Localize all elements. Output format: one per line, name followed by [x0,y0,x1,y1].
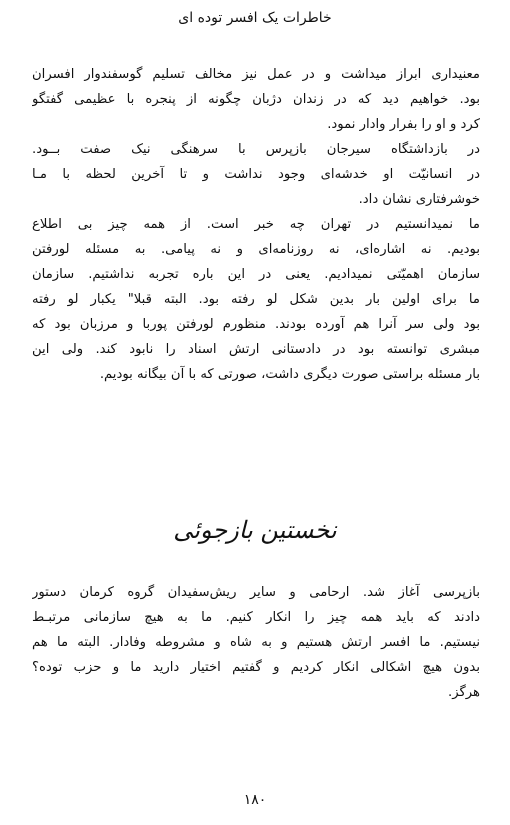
section-heading: نخستین بازجوئی [173,516,337,544]
paragraph-2 [32,137,480,212]
text-line: دادند که باید همه چیز را انکار کنیم. ما به هیچ سازمانی مرتبـط [32,610,480,625]
paragraph-3 [32,212,480,387]
paragraph-1 [32,62,480,137]
text-line: بار مسئله براستی صورت دیگری داشت، صورتی که با آن بیگانه بودیم. [99,367,480,382]
text-line: بود ولی سر آنرا هم آورده بودند. منظورم لورفتن پوربا و مرزبان بود که [32,317,480,332]
text-line: هرگز. [448,685,480,700]
body-text-block-1 [32,62,480,387]
paragraph-4 [32,580,480,705]
running-head: خاطرات یک افسر توده ای [178,10,332,26]
text-line: کرد و او را بفرار وادار نمود. [327,117,480,132]
text-line: مبشری توانسته بود در دادستانی ارتش اسناد را نابود کند. ولی این [32,342,480,357]
text-line: بودیم. نه اشاره‌ای، نه روزنامه‌ای و نه پیامی. به مسئله لورفتن [32,242,480,257]
text-line: معنیداری ابراز میداشت و در عمل نیز مخالف تسلیم گوسفندوار افسران [32,67,480,82]
text-line: در بازداشتگاه سیرجان بازپرس با سرهنگی نیک صفت بــود. [32,142,480,157]
text-line: ما برای اولین بار بدین شکل لو رفته بود. البته قبلا" یکبار لو رفته [32,292,480,307]
text-line: بدون هیچ اشکالی انکار کردیم و گفتیم اختیار دارید ما و حزب توده؟ [32,660,480,675]
text-line: سازمان اهمیّتی نمیدادیم. یعنی در این باره تجربه نداشتیم. سازمان [32,267,480,282]
text-line: بازپرسی آغاز شد. ارحامی و سایر ریش‌سفیدان گروه کرمان دستور [32,585,480,600]
text-line: در انسانیّت او خدشه‌ای وجود نداشت و تا آخرین لحظه با مـا [32,167,480,182]
text-line: نیستیم. ما افسر ارتش هستیم و به شاه و مشروطه وفادار. البته ما هم [32,635,480,650]
body-text-block-2 [32,580,480,705]
text-line: خوشرفتاری نشان داد. [358,192,480,207]
page-number: ۱۸۰ [243,792,267,808]
text-line: ما نمیدانستیم در تهران چه خبر است. از همه چیز بی اطلاع [32,217,480,232]
text-line: بود. خواهیم دید که در زندان دژبان چگونه از پنجره با عظیمی گفتگو [32,92,480,107]
